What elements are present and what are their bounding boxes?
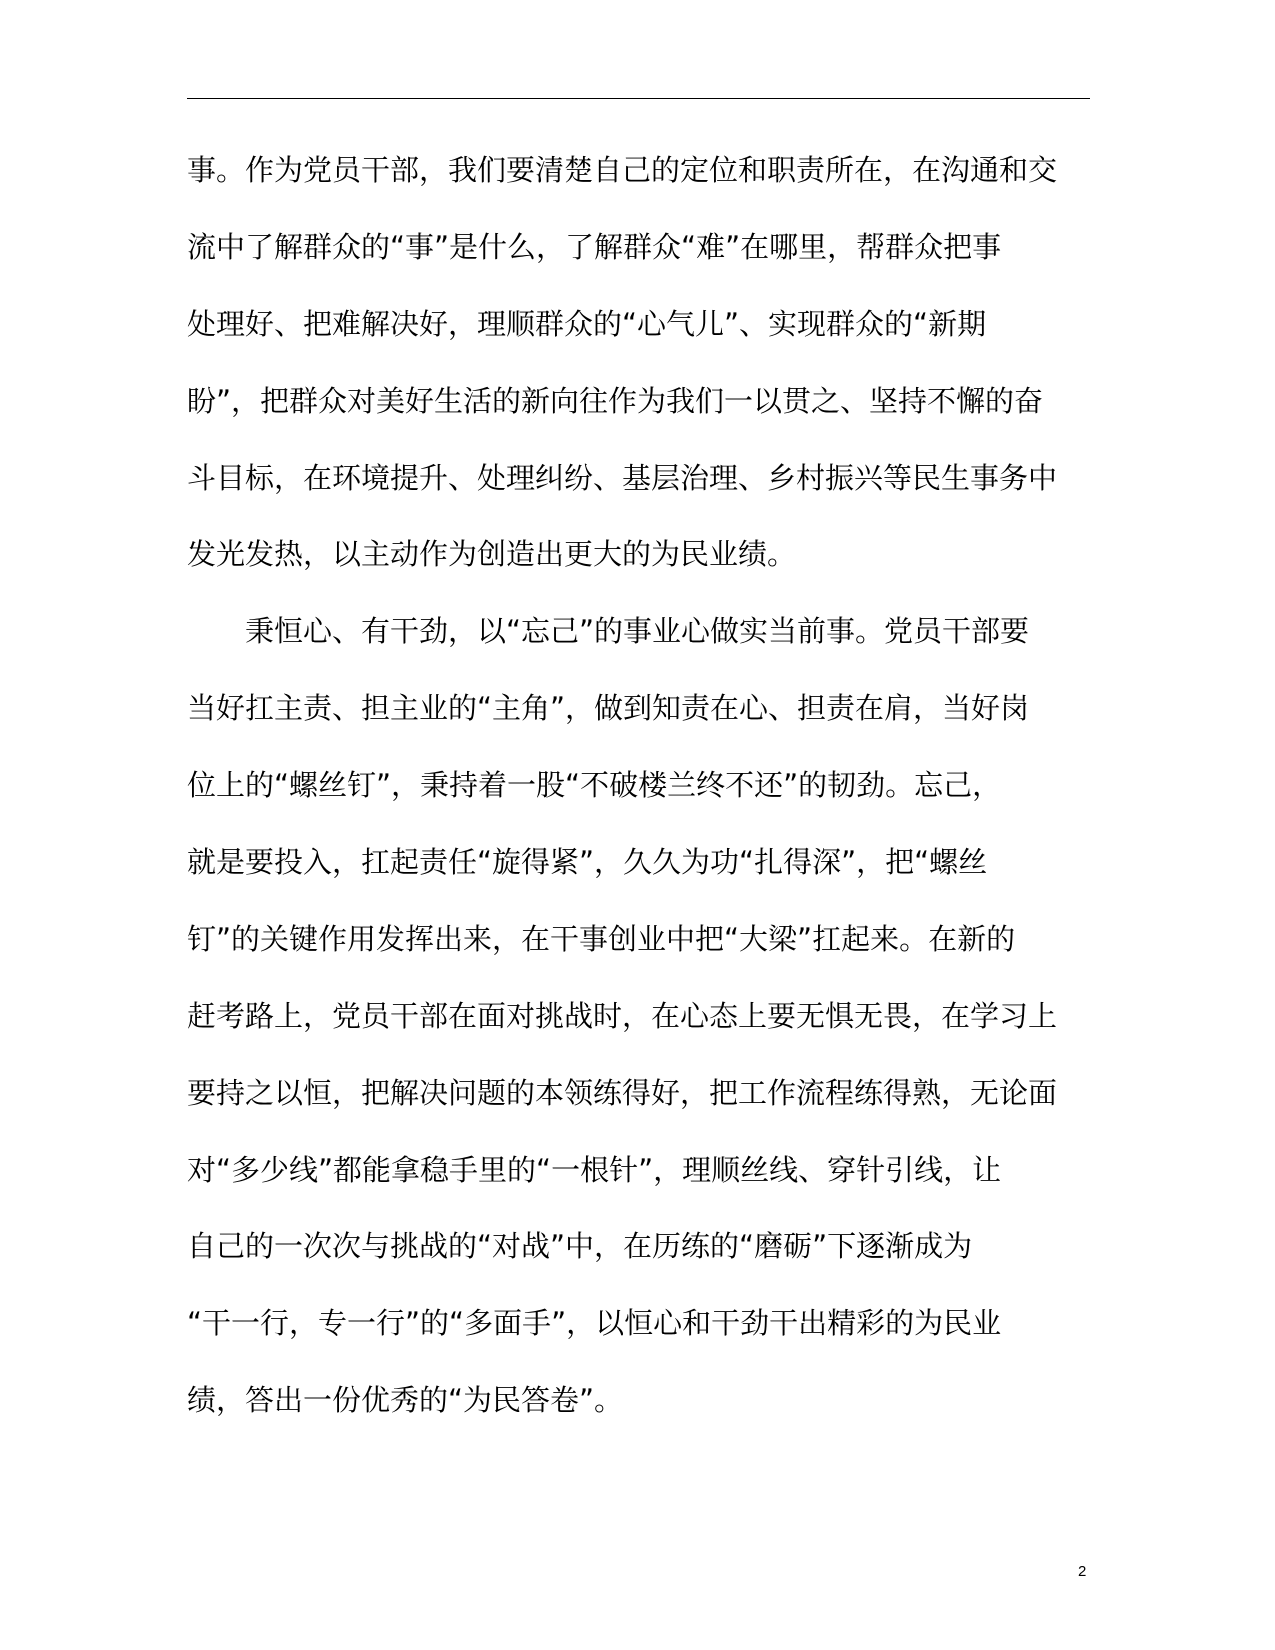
- body-text: [187, 132, 1067, 1439]
- text-line: 事。作为党员干部，我们要清楚自己的定位和职责所在，在沟通和交: [187, 153, 1058, 187]
- paragraph-first-line: 秉恒心、有干劲，以“忘己”的事业心做实当前事。党员干部要: [245, 614, 1030, 649]
- text-line: 对“多少线”都能拿稳手里的“一根针”，理顺丝线、穿针引线，让: [187, 1152, 1002, 1187]
- text-line: 发光发热，以主动作为创造出更大的为民业绩。: [187, 537, 797, 572]
- text-line: “干一行，专一行”的“多面手”，以恒心和干劲干出精彩的为民业: [187, 1306, 1002, 1341]
- text-line: 就是要投入，扛起责任“旋得紧”，久久为功“扎得深”，把“螺丝: [187, 845, 988, 880]
- text-line: 钉”的关键作用发挥出来，在干事创业中把“大梁”扛起来。在新的: [187, 921, 1016, 956]
- text-line: 处理好、把难解决好，理顺群众的“心气儿”、实现群众的“新期: [187, 306, 987, 341]
- page-number: 2: [1078, 1563, 1087, 1580]
- text-line: 盼”，把群众对美好生活的新向往作为我们一以贯之、坚持不懈的奋: [187, 383, 1044, 418]
- text-line: 当好扛主责、担主业的“主角”，做到知责在心、担责在肩，当好岗: [187, 691, 1030, 726]
- text-line: 流中了解群众的“事”是什么，了解群众“难”在哪里，帮群众把事: [187, 229, 1002, 264]
- text-line: 赶考路上，党员干部在面对挑战时，在心态上要无惧无畏，在学习上: [187, 998, 1058, 1033]
- text-line: 要持之以恒，把解决问题的本领练得好，把工作流程练得熟，无论面: [187, 1075, 1058, 1110]
- header-rule: [187, 98, 1090, 99]
- text-line: 自己的一次次与挑战的“对战”中，在历练的“磨砺”下逐渐成为: [187, 1229, 973, 1264]
- text-line: 位上的“螺丝钉”，秉持着一股“不破楼兰终不还”的韧劲。忘己，: [187, 768, 1002, 803]
- text-line: 绩，答出一份优秀的“为民答卷”。: [187, 1383, 624, 1418]
- text-line: 斗目标，在环境提升、处理纠纷、基层治理、乡村振兴等民生事务中: [187, 460, 1058, 495]
